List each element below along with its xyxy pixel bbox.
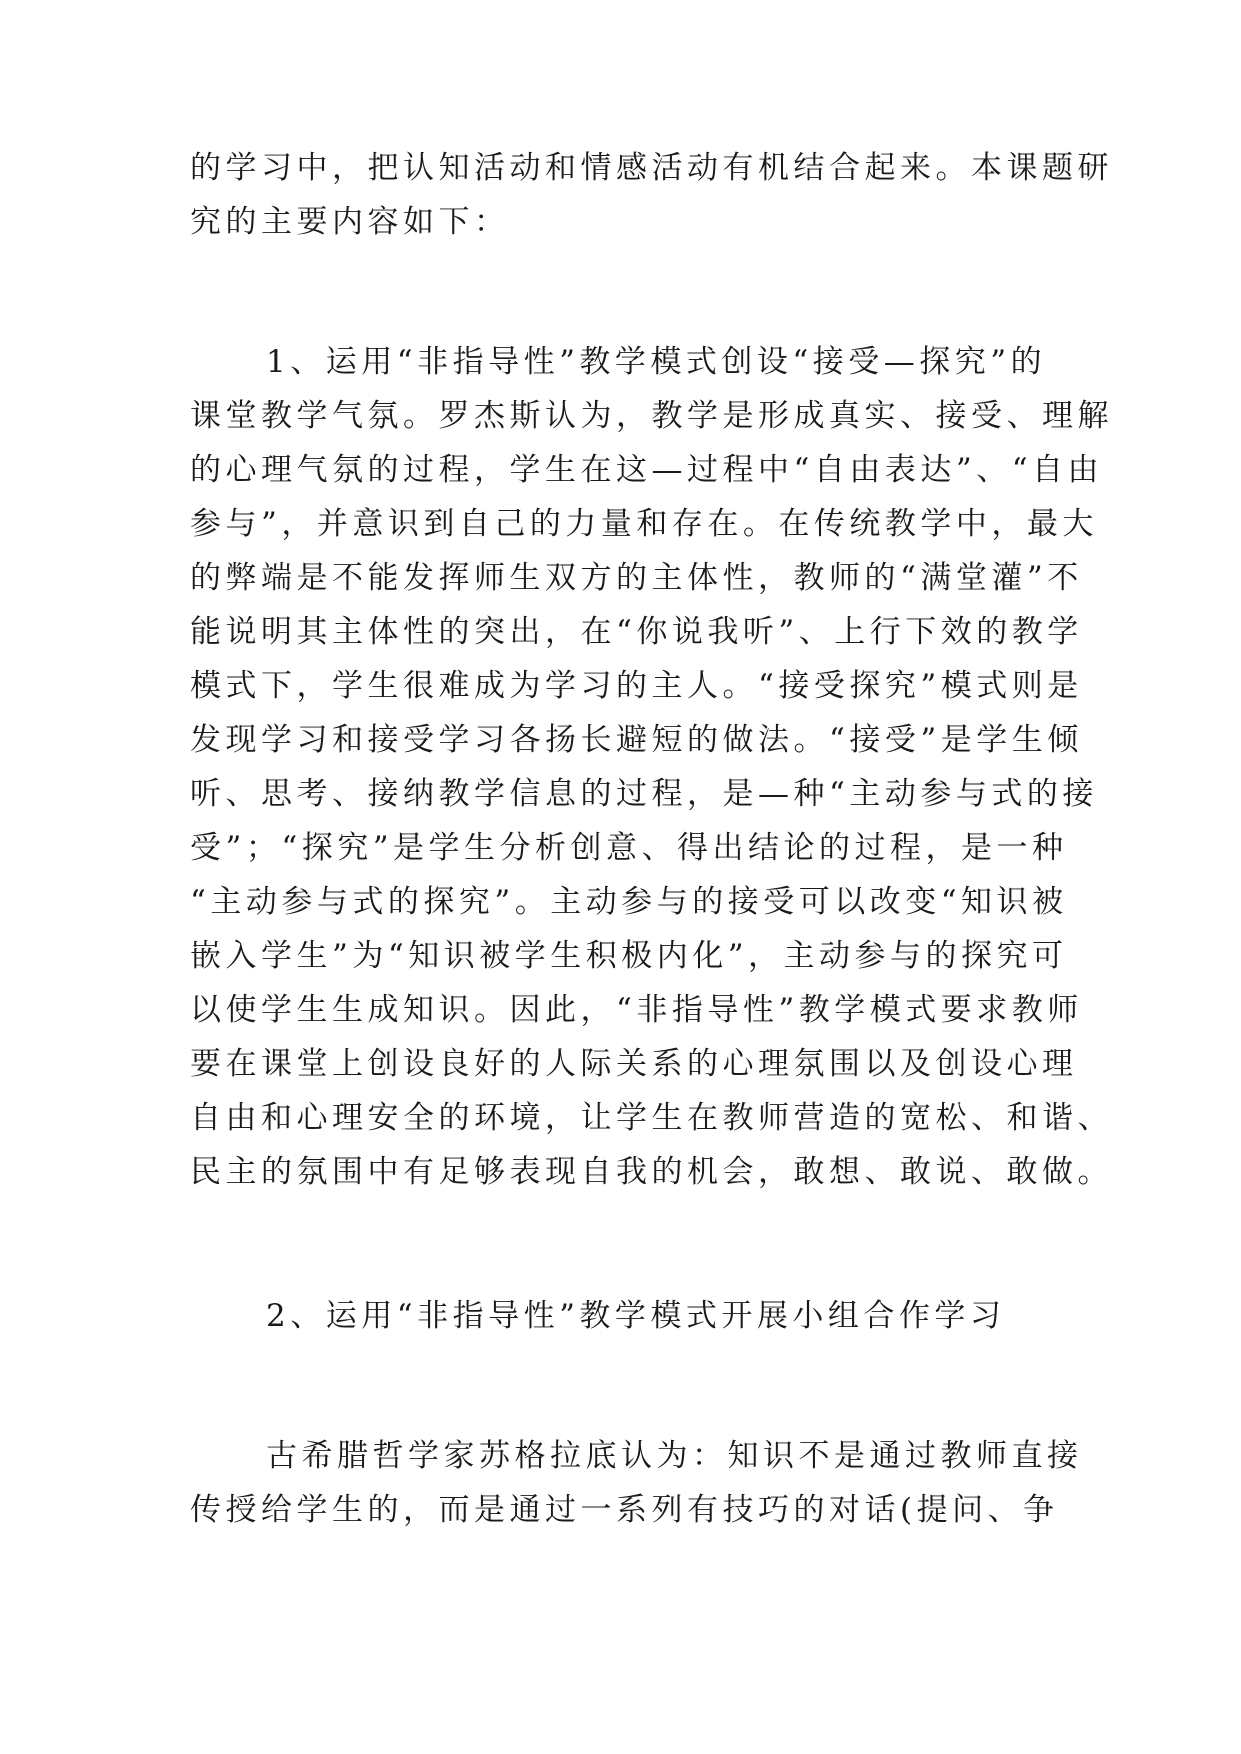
text-line: 受”；“探究”是学生分析创意、得出结论的过程，是一种	[190, 830, 1068, 866]
text-line: “主动参与式的探究”。主动参与的接受可以改变“知识被	[190, 884, 1068, 920]
text-line: 以使学生生成知识。因此，“非指导性”教学模式要求教师	[190, 992, 1083, 1028]
text-line: 1、运用“非指导性”教学模式创设“接受—探究”的	[266, 344, 1047, 380]
text-line: 嵌入学生”为“知识被学生积极内化”，主动参与的探究可	[190, 938, 1068, 974]
text-line: 究的主要内容如下：	[190, 204, 510, 240]
text-line: 发现学习和接受学习各扬长避短的做法。“接受”是学生倾	[190, 722, 1083, 758]
text-line: 能说明其主体性的突出，在“你说我听”、上行下效的教学	[190, 614, 1083, 650]
text-line: 的心理气氛的过程，学生在这—过程中“自由表达”、“自由	[190, 452, 1104, 488]
section-heading: 2、运用“非指导性”教学模式开展小组合作学习	[266, 1298, 1006, 1334]
text-line: 参与”，并意识到自己的力量和存在。在传统教学中，最大	[190, 506, 1098, 542]
text-line: 模式下，学生很难成为学习的主人。“接受探究”模式则是	[190, 668, 1083, 704]
text-line: 的弊端是不能发挥师生双方的主体性，教师的“满堂灌”不	[190, 560, 1083, 596]
text-line: 自由和心理安全的环境，让学生在教师营造的宽松、和谐、	[190, 1100, 1113, 1136]
text-line: 古希腊哲学家苏格拉底认为：知识不是通过教师直接	[266, 1438, 1083, 1474]
text-line: 的学习中，把认知活动和情感活动有机结合起来。本课题研	[190, 150, 1113, 186]
text-line: 民主的氛围中有足够表现自我的机会，敢想、敢说、敢做。	[190, 1154, 1113, 1190]
text-line: 课堂教学气氛。罗杰斯认为，教学是形成真实、接受、理解	[190, 398, 1113, 434]
text-line: 要在课堂上创设良好的人际关系的心理氛围以及创设心理	[190, 1046, 1078, 1082]
text-line: 传授给学生的，而是通过一系列有技巧的对话(提问、争	[190, 1492, 1059, 1528]
text-line: 听、思考、接纳教学信息的过程，是—种“主动参与式的接	[190, 776, 1098, 812]
